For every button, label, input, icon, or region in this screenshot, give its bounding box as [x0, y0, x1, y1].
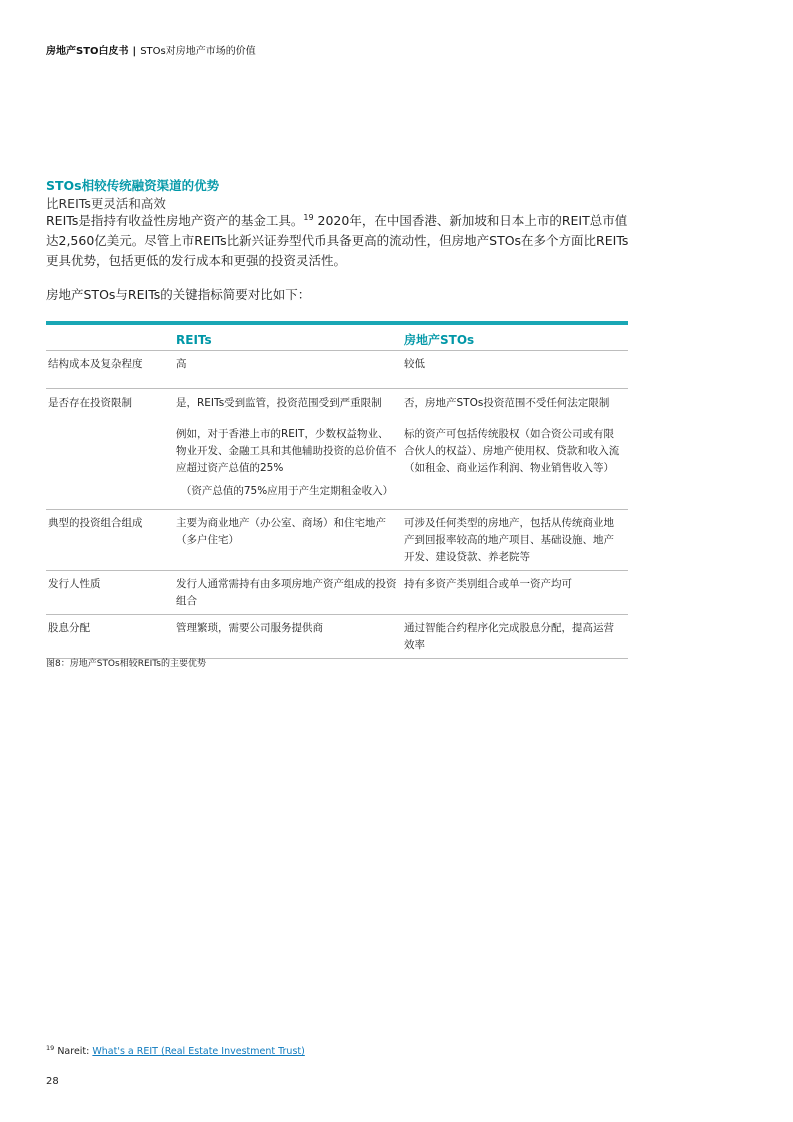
- reits-cell: [174, 351, 402, 389]
- header-blank: [46, 325, 174, 351]
- stos-cell: [402, 615, 628, 659]
- table-header-row: [46, 325, 628, 351]
- body-paragraph: [46, 211, 636, 271]
- reits-cell: [174, 510, 402, 571]
- reits-cell: [174, 571, 402, 615]
- footnote-link[interactable]: What's a REIT (Real Estate Investment Trust): [92, 1046, 305, 1057]
- cell-text: 通过智能合约程序化完成股息分配，提高运营效率: [404, 622, 614, 651]
- table-row: [46, 615, 628, 659]
- cell-text: 是，REITs受到监管，投资范围受到严重限制: [176, 397, 382, 409]
- row-label: 典型的投资组合组成: [46, 510, 174, 571]
- section-subtitle: 比REITs更灵活和高效: [46, 196, 166, 211]
- reits-cell: [174, 615, 402, 659]
- paragraph-part1: REITs是指持有收益性房地产资产的基金工具。: [46, 213, 304, 228]
- cell-text: 主要为商业地产（办公室、商场）和住宅地产（多户住宅）: [176, 517, 386, 546]
- table-row: [46, 389, 628, 510]
- footnote-source: Nareit:: [57, 1046, 93, 1057]
- cell-text: 发行人通常需持有由多项房地产资产组成的投资组合: [176, 578, 397, 607]
- stos-cell: [402, 510, 628, 571]
- doc-title: 房地产STO白皮书: [46, 46, 129, 57]
- paragraph-part2: 2020年，在中国香港、新加坡和日本上市的REIT总市值达2,560亿美元。尽管上市REITs比新兴证券型代币具备更高的流动性，但房地产STOs在多个方面比REITs更具优势，包括更低的发行成本和更强的投资灵活性。: [46, 213, 629, 268]
- running-header: [46, 42, 256, 57]
- footnote: [46, 1043, 305, 1057]
- row-label: 股息分配: [46, 615, 174, 659]
- table-row: [46, 351, 628, 389]
- cell-text: 例如，对于香港上市的REIT，少数权益物业、物业开发、金融工具和其他辅助投资的总价值不应超过资产总值的25%: [176, 428, 397, 474]
- cell-text: 可涉及任何类型的房地产，包括从传统商业地产到回报率较高的地产项目、基础设施、地产开发、建设贷款、养老院等: [404, 517, 614, 563]
- cell-text: 高: [176, 358, 187, 370]
- table-intro: 房地产STOs与REITs的关键指标简要对比如下：: [46, 287, 311, 302]
- row-label: 是否存在投资限制: [46, 389, 174, 510]
- footnote-number: 19: [46, 1043, 55, 1052]
- cell-text: 标的资产可包括传统股权（如合资公司或有限合伙人的权益）、房地产使用权、贷款和收入流（如租金、商业运作利润、物业销售收入等）: [404, 428, 620, 474]
- header-stos: 房地产STOs: [402, 325, 628, 351]
- cell-text: 持有多资产类别组合或单一资产均可: [404, 578, 572, 590]
- comparison-table: [46, 321, 628, 659]
- cell-text: 较低: [404, 358, 425, 370]
- cell-text: 否，房地产STOs投资范围不受任何法定限制: [404, 397, 610, 409]
- row-label: 发行人性质: [46, 571, 174, 615]
- header-reits: REITs: [174, 325, 402, 351]
- section-title: STOs相较传统融资渠道的优势: [46, 178, 220, 193]
- header-separator: |: [132, 46, 137, 57]
- cell-text: 管理繁琐，需要公司服务提供商: [176, 622, 323, 634]
- page-number: 28: [46, 1076, 59, 1087]
- figure-caption: 图8：房地产STOs相较REITs的主要优势: [46, 659, 207, 669]
- reits-cell: [174, 389, 402, 510]
- cell-note: （资产总值的75%应用于产生定期租金收入）: [180, 485, 394, 497]
- stos-cell: [402, 389, 628, 510]
- chapter-title: STOs对房地产市场的价值: [140, 46, 256, 57]
- table-row: [46, 510, 628, 571]
- stos-cell: [402, 351, 628, 389]
- stos-cell: [402, 571, 628, 615]
- row-label: 结构成本及复杂程度: [46, 351, 174, 389]
- footnote-ref[interactable]: 19: [303, 212, 314, 222]
- table-row: [46, 571, 628, 615]
